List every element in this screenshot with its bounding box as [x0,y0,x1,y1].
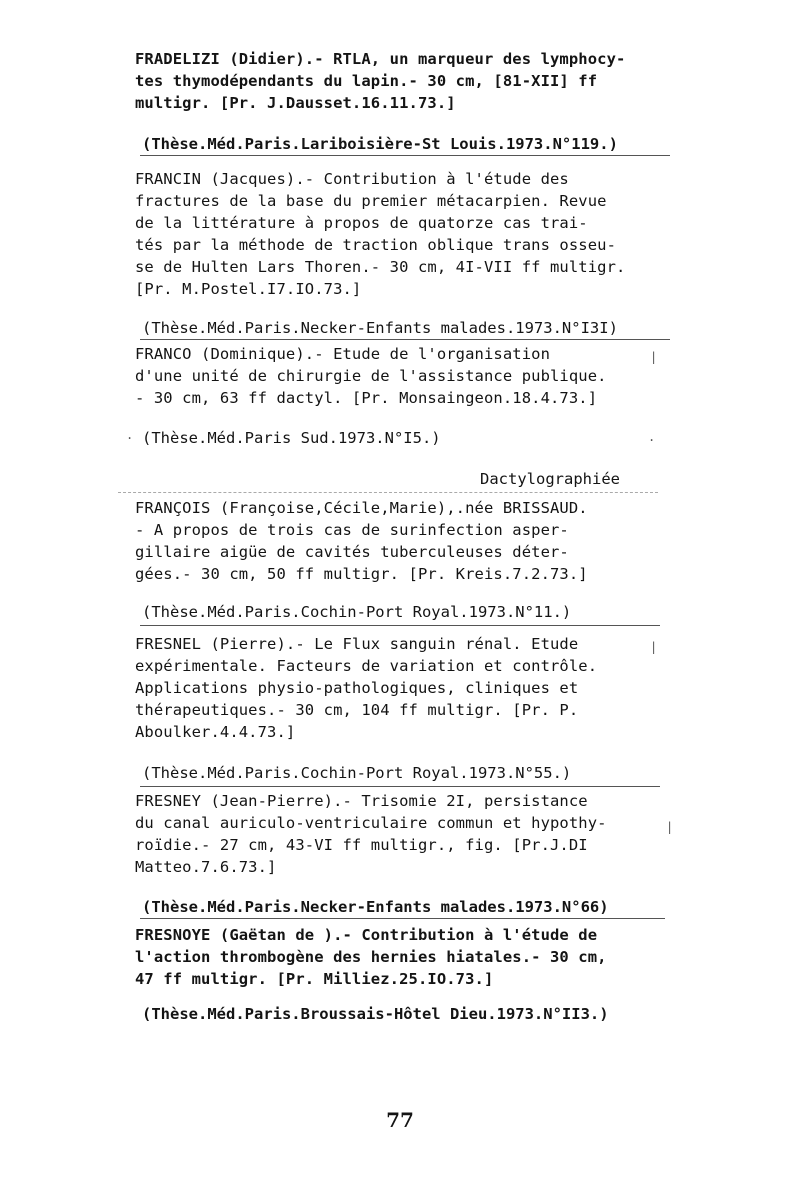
entry-line: du canal auriculo-ventriculaire commun et hypothy- [135,814,607,832]
entry-line: se de Hulten Lars Thoren.- 30 cm, 4I-VII ff multigr. [135,258,626,276]
entry-line: gées.- 30 cm, 50 ff multigr. [Pr. Kreis.7.2.73.] [135,565,588,583]
entry-line: - A propos de trois cas de surinfection asper- [135,521,569,539]
separator-rule [140,625,660,626]
entry-line: tes thymodépendants du lapin.- 30 cm, [81-XII] ff [135,72,598,90]
typewritten-annotation: Dactylographiée [480,470,620,488]
entry-line: FRESNEL (Pierre).- Le Flux sanguin rénal. Etude [135,635,579,653]
separator-rule [140,339,670,340]
scan-speck: | [650,640,658,654]
entry-line: FRADELIZI (Didier).- RTLA, un marqueur des lymphocy- [135,50,626,68]
entry-line: de la littérature à propos de quatorze cas trai- [135,214,588,232]
entry-line: expérimentale. Facteurs de variation et contrôle. [135,657,598,675]
entry-line: - 30 cm, 63 ff dactyl. [Pr. Monsaingeon.18.4.73.] [135,389,598,407]
thesis-reference: (Thèse.Méd.Paris.Cochin-Port Royal.1973.N°11.) [142,603,572,621]
page-number: 77 [386,1108,414,1132]
separator-rule [140,918,665,919]
bibliographic-entry-francin [135,168,675,300]
thesis-reference: (Thèse.Méd.Paris Sud.1973.N°I5.) [142,429,441,447]
entry-line: FRANCO (Dominique).- Etude de l'organisation [135,345,550,363]
bibliographic-entry-francois [135,497,675,585]
thesis-reference: (Thèse.Méd.Paris.Lariboisière-St Louis.1973.N°119.) [142,135,618,153]
entry-line: FRANÇOIS (Françoise,Cécile,Marie),.née BRISSAUD. [135,499,588,517]
separator-rule [140,155,670,156]
entry-line: gillaire aigüe de cavités tuberculeuses déter- [135,543,569,561]
entry-line: thérapeutiques.- 30 cm, 104 ff multigr. [Pr. P. [135,701,579,719]
thesis-reference: (Thèse.Méd.Paris.Cochin-Port Royal.1973.N°55.) [142,764,572,782]
entry-line: FRESNEY (Jean-Pierre).- Trisomie 2I, persistance [135,792,588,810]
thesis-reference: (Thèse.Méd.Paris.Necker-Enfants malades.1973.N°I3I) [142,319,618,337]
entry-line: 47 ff multigr. [Pr. Milliez.25.IO.73.] [135,970,494,988]
separator-rule [140,786,660,787]
scan-speck: . [126,428,134,442]
scan-speck: . [648,430,656,444]
thesis-reference: (Thèse.Méd.Paris.Necker-Enfants malades.1973.N°66) [142,898,609,916]
scan-speck: | [650,350,658,364]
entry-line: Aboulker.4.4.73.] [135,723,296,741]
entry-line: Applications physio-pathologiques, cliniques et [135,679,579,697]
scan-speck: | [666,820,674,834]
entry-line: roïdie.- 27 cm, 43-VI ff multigr., fig. [Pr.J.DI [135,836,588,854]
bibliographic-entry-fresney [135,790,675,878]
bibliographic-entry-fresnel [135,633,675,743]
entry-line: FRESNOYE (Gaëtan de ).- Contribution à l'étude de [135,926,598,944]
entry-line: d'une unité de chirurgie de l'assistance publique. [135,367,607,385]
thesis-reference: (Thèse.Méd.Paris.Broussais-Hôtel Dieu.1973.N°II3.) [142,1005,609,1023]
bibliographic-entry-fresnoye [135,924,675,990]
entry-line: l'action thrombogène des hernies hiatales.- 30 cm, [135,948,607,966]
entry-line: multigr. [Pr. J.Dausset.16.11.73.] [135,94,456,112]
entry-line: [Pr. M.Postel.I7.IO.73.] [135,280,362,298]
bibliographic-entry-franco [135,343,675,409]
entry-line: fractures de la base du premier métacarpien. Revue [135,192,607,210]
separator-rule [118,492,658,493]
entry-line: Matteo.7.6.73.] [135,858,277,876]
bibliographic-entry-fradelizi [135,48,675,114]
entry-line: FRANCIN (Jacques).- Contribution à l'étude des [135,170,569,188]
entry-line: tés par la méthode de traction oblique trans osseu- [135,236,617,254]
